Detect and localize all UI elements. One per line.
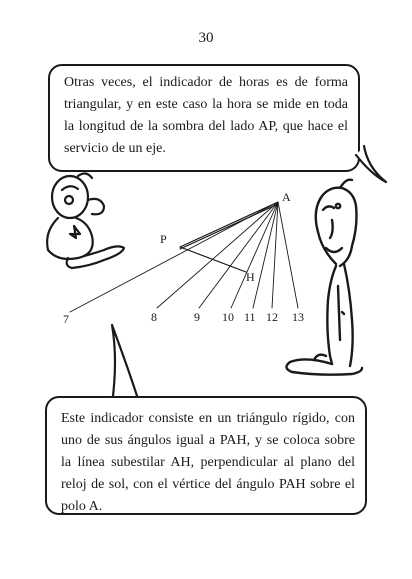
- label-point-h: H: [246, 270, 255, 284]
- speech-text-bottom: Este indicador consiste en un triángulo rígido, con uno de sus ángulos igual a PAH, y se coloca sobre la línea subestilar AH, perpendicular al plano del reloj de sol, con el vértice del ángulo PAH sobre el polo A.: [61, 411, 355, 514]
- bubble-top-tail: [356, 146, 386, 182]
- hour-label-13: 13: [292, 310, 304, 324]
- page-number: 30: [198, 30, 214, 46]
- hour-label-8: 8: [151, 310, 157, 324]
- hour-lines: [70, 202, 298, 312]
- left-character: [47, 173, 124, 268]
- hour-label-9: 9: [194, 310, 200, 324]
- speech-text-top: Otras veces, el indicador de horas es de forma triangular, y en este caso la hora se mide en toda la longitud de la sombra del lado AP, que hace el servicio de un eje.: [64, 75, 348, 156]
- hour-label-7: 7: [63, 312, 69, 326]
- hour-label-10: 10: [222, 310, 234, 324]
- bubble-bottom-tail: [112, 325, 138, 404]
- hour-label-11: 11: [244, 310, 256, 324]
- right-character: [286, 180, 362, 375]
- hour-label-12: 12: [266, 310, 278, 324]
- label-point-p: P: [160, 232, 167, 246]
- label-point-a: A: [282, 190, 291, 204]
- triangle-pah: [180, 202, 278, 272]
- speech-bubble-bottom: [45, 396, 367, 515]
